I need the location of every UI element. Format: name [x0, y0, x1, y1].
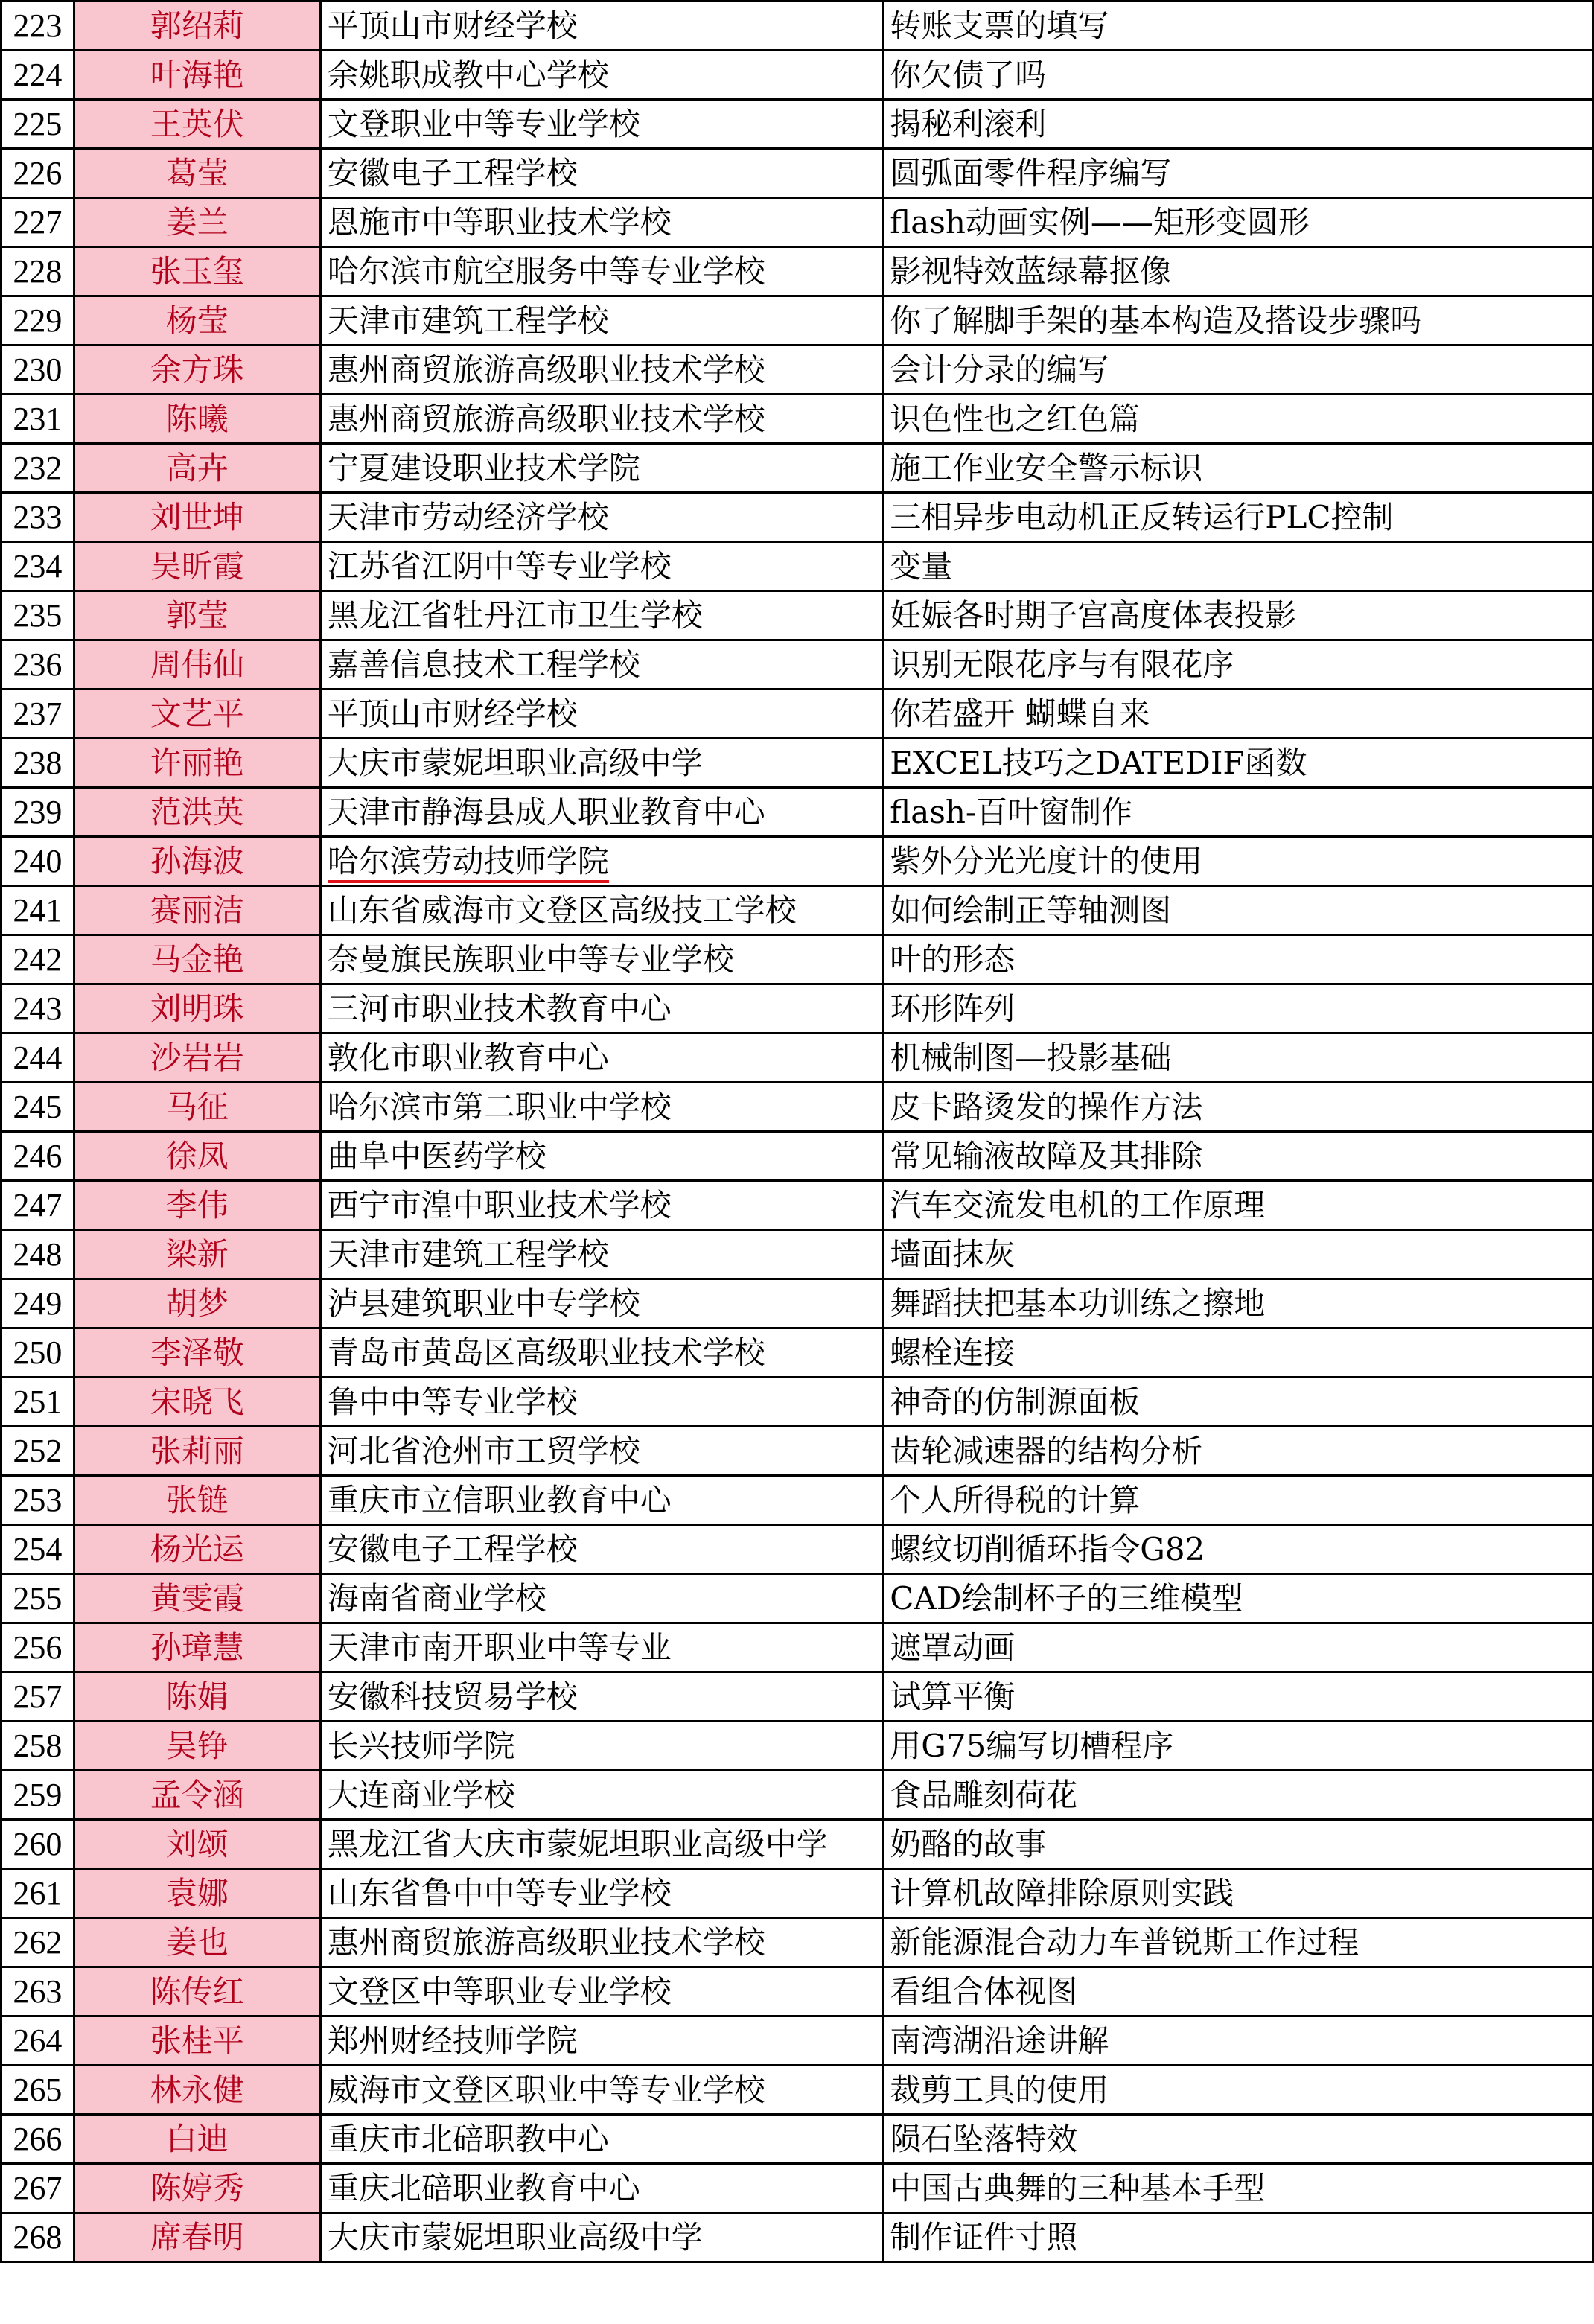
row-number-cell: 238: [1, 739, 74, 788]
table-row: [1, 1476, 1593, 1525]
teacher-name-cell: 周伟仙: [74, 640, 320, 690]
lesson-topic-cell: 圆弧面零件程序编写: [883, 149, 1593, 198]
row-number-cell: 228: [1, 247, 74, 296]
table-row: [1, 51, 1593, 100]
school-name-cell: 文登职业中等专业学校: [320, 100, 883, 149]
teacher-name-cell: 许丽艳: [74, 739, 320, 788]
row-number-cell: 266: [1, 2115, 74, 2164]
table-row: [1, 2164, 1593, 2213]
table-row: [1, 739, 1593, 788]
school-name-cell: 山东省威海市文登区高级技工学校: [320, 886, 883, 935]
row-number-cell: 262: [1, 1918, 74, 1967]
lesson-topic-cell: 用G75编写切槽程序: [883, 1722, 1593, 1771]
teacher-name-cell: 李伟: [74, 1181, 320, 1230]
table-row: [1, 1525, 1593, 1574]
row-number-cell: 260: [1, 1820, 74, 1869]
school-name-cell: 江苏省江阴中等专业学校: [320, 542, 883, 591]
table-row: [1, 1722, 1593, 1771]
school-name-cell: 惠州商贸旅游高级职业技术学校: [320, 346, 883, 395]
row-number-cell: 263: [1, 1967, 74, 2016]
lesson-topic-cell: 环形阵列: [883, 984, 1593, 1034]
row-number-cell: 257: [1, 1672, 74, 1722]
school-name-cell: 长兴技师学院: [320, 1722, 883, 1771]
lesson-topic-cell: 妊娠各时期子宫高度体表投影: [883, 591, 1593, 640]
lesson-topic-cell: 舞蹈扶把基本功训练之擦地: [883, 1279, 1593, 1328]
table-row: [1, 542, 1593, 591]
lesson-topic-cell: 识色性也之红色篇: [883, 395, 1593, 444]
school-name-cell: 泸县建筑职业中专学校: [320, 1279, 883, 1328]
table-row: [1, 2066, 1593, 2115]
row-number-cell: 251: [1, 1378, 74, 1427]
teacher-name-cell: 袁娜: [74, 1869, 320, 1918]
school-name-cell: 黑龙江省大庆市蒙妮坦职业高级中学: [320, 1820, 883, 1869]
lesson-topic-cell: 中国古典舞的三种基本手型: [883, 2164, 1593, 2213]
school-name-cell: 大庆市蒙妮坦职业高级中学: [320, 2213, 883, 2262]
teacher-name-cell: 吴昕霞: [74, 542, 320, 591]
row-number-cell: 231: [1, 395, 74, 444]
teacher-name-cell: 高卉: [74, 444, 320, 493]
teacher-name-cell: 陈传红: [74, 1967, 320, 2016]
table-row: [1, 296, 1593, 346]
lesson-topic-cell: 墙面抹灰: [883, 1230, 1593, 1279]
teacher-name-cell: 沙岩岩: [74, 1034, 320, 1083]
row-number-cell: 247: [1, 1181, 74, 1230]
lesson-topic-cell: CAD绘制杯子的三维模型: [883, 1574, 1593, 1623]
table-row: [1, 788, 1593, 837]
table-row: [1, 1, 1593, 51]
teacher-name-cell: 姜也: [74, 1918, 320, 1967]
school-name-cell: 惠州商贸旅游高级职业技术学校: [320, 1918, 883, 1967]
school-name-cell: 文登区中等职业专业学校: [320, 1967, 883, 2016]
row-number-cell: 264: [1, 2016, 74, 2066]
table-row: [1, 444, 1593, 493]
school-name-cell: 天津市南开职业中等专业: [320, 1623, 883, 1672]
teacher-name-cell: 刘世坤: [74, 493, 320, 542]
table-row: [1, 1328, 1593, 1378]
teacher-name-cell: 陈娟: [74, 1672, 320, 1722]
lesson-topic-cell: 施工作业安全警示标识: [883, 444, 1593, 493]
teacher-name-cell: 张玉玺: [74, 247, 320, 296]
row-number-cell: 243: [1, 984, 74, 1034]
row-number-cell: 227: [1, 198, 74, 247]
row-number-cell: 245: [1, 1083, 74, 1132]
teacher-name-cell: 孙璋慧: [74, 1623, 320, 1672]
teacher-name-cell: 孙海波: [74, 837, 320, 886]
teacher-name-cell: 吴铮: [74, 1722, 320, 1771]
lesson-topic-cell: 制作证件寸照: [883, 2213, 1593, 2262]
teacher-name-cell: 刘颂: [74, 1820, 320, 1869]
teacher-name-cell: 孟令涵: [74, 1771, 320, 1820]
row-number-cell: 223: [1, 1, 74, 51]
row-number-cell: 258: [1, 1722, 74, 1771]
roster-body: [1, 1, 1593, 2262]
table-row: [1, 100, 1593, 149]
teacher-name-cell: 李泽敬: [74, 1328, 320, 1378]
table-row: [1, 591, 1593, 640]
lesson-topic-cell: 识别无限花序与有限花序: [883, 640, 1593, 690]
school-name-cell: [320, 837, 883, 886]
lesson-topic-cell: 常见输液故障及其排除: [883, 1132, 1593, 1181]
school-name-cell: 余姚职成教中心学校: [320, 51, 883, 100]
row-number-cell: 233: [1, 493, 74, 542]
teacher-name-cell: 郭绍莉: [74, 1, 320, 51]
row-number-cell: 248: [1, 1230, 74, 1279]
table-row: [1, 1672, 1593, 1722]
teacher-name-cell: 陈婷秀: [74, 2164, 320, 2213]
lesson-topic-cell: 机械制图—投影基础: [883, 1034, 1593, 1083]
school-name-cell: 曲阜中医药学校: [320, 1132, 883, 1181]
table-row: [1, 1918, 1593, 1967]
row-number-cell: 226: [1, 149, 74, 198]
school-name-cell: 奈曼旗民族职业中等专业学校: [320, 935, 883, 984]
row-number-cell: 236: [1, 640, 74, 690]
table-row: [1, 2016, 1593, 2066]
teacher-name-cell: 范洪英: [74, 788, 320, 837]
table-row: [1, 1574, 1593, 1623]
row-number-cell: 244: [1, 1034, 74, 1083]
lesson-topic-cell: 个人所得税的计算: [883, 1476, 1593, 1525]
school-name-cell: 大庆市蒙妮坦职业高级中学: [320, 739, 883, 788]
row-number-cell: 235: [1, 591, 74, 640]
school-name-cell: 敦化市职业教育中心: [320, 1034, 883, 1083]
table-row: [1, 1771, 1593, 1820]
teacher-name-cell: 葛莹: [74, 149, 320, 198]
row-number-cell: 242: [1, 935, 74, 984]
table-row: [1, 1132, 1593, 1181]
lesson-topic-cell: 神奇的仿制源面板: [883, 1378, 1593, 1427]
school-name-cell: 重庆市北碚职教中心: [320, 2115, 883, 2164]
school-name-cell: 嘉善信息技术工程学校: [320, 640, 883, 690]
teacher-name-cell: 马征: [74, 1083, 320, 1132]
teacher-name-cell: 林永健: [74, 2066, 320, 2115]
teacher-name-cell: 叶海艳: [74, 51, 320, 100]
lesson-topic-cell: 会计分录的编写: [883, 346, 1593, 395]
row-number-cell: 255: [1, 1574, 74, 1623]
row-number-cell: 241: [1, 886, 74, 935]
red-underline-mark: [328, 880, 609, 883]
lesson-topic-cell: 计算机故障排除原则实践: [883, 1869, 1593, 1918]
lesson-topic-cell: 看组合体视图: [883, 1967, 1593, 2016]
lesson-topic-cell: 你了解脚手架的基本构造及搭设步骤吗: [883, 296, 1593, 346]
highlighted-school-text: 哈尔滨劳动技师学院: [327, 843, 609, 879]
lesson-topic-cell: 螺栓连接: [883, 1328, 1593, 1378]
lesson-topic-cell: 转账支票的填写: [883, 1, 1593, 51]
row-number-cell: 224: [1, 51, 74, 100]
teacher-name-cell: 杨莹: [74, 296, 320, 346]
table-row: [1, 984, 1593, 1034]
teacher-name-cell: 赛丽洁: [74, 886, 320, 935]
table-row: [1, 1181, 1593, 1230]
row-number-cell: 234: [1, 542, 74, 591]
teacher-name-cell: 文艺平: [74, 690, 320, 739]
table-row: [1, 837, 1593, 886]
school-name-cell: 海南省商业学校: [320, 1574, 883, 1623]
teacher-name-cell: 胡梦: [74, 1279, 320, 1328]
lesson-topic-cell: 变量: [883, 542, 1593, 591]
lesson-topic-cell: 叶的形态: [883, 935, 1593, 984]
teacher-name-cell: 黄雯霞: [74, 1574, 320, 1623]
school-name-cell: 平顶山市财经学校: [320, 1, 883, 51]
table-row: [1, 1623, 1593, 1672]
school-name-cell: 西宁市湟中职业技术学校: [320, 1181, 883, 1230]
row-number-cell: 230: [1, 346, 74, 395]
school-name-cell: 黑龙江省牡丹江市卫生学校: [320, 591, 883, 640]
table-row: [1, 1083, 1593, 1132]
teacher-name-cell: 宋晓飞: [74, 1378, 320, 1427]
row-number-cell: 232: [1, 444, 74, 493]
school-name-cell: 三河市职业技术教育中心: [320, 984, 883, 1034]
row-number-cell: 252: [1, 1427, 74, 1476]
school-name-cell: 安徽电子工程学校: [320, 149, 883, 198]
row-number-cell: 254: [1, 1525, 74, 1574]
row-number-cell: 267: [1, 2164, 74, 2213]
lesson-topic-cell: 影视特效蓝绿幕抠像: [883, 247, 1593, 296]
lesson-topic-cell: 揭秘利滚利: [883, 100, 1593, 149]
school-name-cell: 重庆北碚职业教育中心: [320, 2164, 883, 2213]
row-number-cell: 268: [1, 2213, 74, 2262]
school-name-cell: 哈尔滨市第二职业中学校: [320, 1083, 883, 1132]
row-number-cell: 259: [1, 1771, 74, 1820]
teacher-name-cell: 张桂平: [74, 2016, 320, 2066]
lesson-topic-cell: 螺纹切削循环指令G82: [883, 1525, 1593, 1574]
school-name-cell: 安徽科技贸易学校: [320, 1672, 883, 1722]
school-name-cell: 恩施市中等职业技术学校: [320, 198, 883, 247]
lesson-topic-cell: flash动画实例——矩形变圆形: [883, 198, 1593, 247]
row-number-cell: 225: [1, 100, 74, 149]
table-row: [1, 1427, 1593, 1476]
lesson-topic-cell: 奶酪的故事: [883, 1820, 1593, 1869]
school-name-cell: 鲁中中等专业学校: [320, 1378, 883, 1427]
table-row: [1, 493, 1593, 542]
lesson-topic-cell: 你欠债了吗: [883, 51, 1593, 100]
row-number-cell: 237: [1, 690, 74, 739]
lesson-topic-cell: flash-百叶窗制作: [883, 788, 1593, 837]
row-number-cell: 250: [1, 1328, 74, 1378]
lesson-topic-cell: 皮卡路烫发的操作方法: [883, 1083, 1593, 1132]
lesson-topic-cell: 南湾湖沿途讲解: [883, 2016, 1593, 2066]
table-row: [1, 640, 1593, 690]
row-number-cell: 249: [1, 1279, 74, 1328]
lesson-topic-cell: 遮罩动画: [883, 1623, 1593, 1672]
teacher-name-cell: 徐凤: [74, 1132, 320, 1181]
row-number-cell: 261: [1, 1869, 74, 1918]
teacher-name-cell: 张莉丽: [74, 1427, 320, 1476]
school-name-cell: 天津市建筑工程学校: [320, 296, 883, 346]
school-name-cell: 威海市文登区职业中等专业学校: [320, 2066, 883, 2115]
table-row: [1, 346, 1593, 395]
school-name-cell: 青岛市黄岛区高级职业技术学校: [320, 1328, 883, 1378]
teacher-name-cell: 刘明珠: [74, 984, 320, 1034]
school-name-cell: 宁夏建设职业技术学院: [320, 444, 883, 493]
teacher-name-cell: 郭莹: [74, 591, 320, 640]
school-name-cell: 惠州商贸旅游高级职业技术学校: [320, 395, 883, 444]
teacher-name-cell: 姜兰: [74, 198, 320, 247]
table-row: [1, 2115, 1593, 2164]
lesson-topic-cell: 陨石坠落特效: [883, 2115, 1593, 2164]
school-name-cell: 重庆市立信职业教育中心: [320, 1476, 883, 1525]
teacher-name-cell: 梁新: [74, 1230, 320, 1279]
lesson-topic-cell: 食品雕刻荷花: [883, 1771, 1593, 1820]
teacher-name-cell: 杨光运: [74, 1525, 320, 1574]
lesson-topic-cell: 三相异步电动机正反转运行PLC控制: [883, 493, 1593, 542]
teacher-name-cell: 张链: [74, 1476, 320, 1525]
lesson-topic-cell: 齿轮减速器的结构分析: [883, 1427, 1593, 1476]
school-name-cell: 大连商业学校: [320, 1771, 883, 1820]
lesson-topic-cell: 裁剪工具的使用: [883, 2066, 1593, 2115]
table-row: [1, 1869, 1593, 1918]
school-name-cell: 天津市静海县成人职业教育中心: [320, 788, 883, 837]
lesson-topic-cell: 紫外分光光度计的使用: [883, 837, 1593, 886]
table-row: [1, 1967, 1593, 2016]
school-name-cell: 河北省沧州市工贸学校: [320, 1427, 883, 1476]
teacher-name-cell: 陈曦: [74, 395, 320, 444]
school-name-cell: 平顶山市财经学校: [320, 690, 883, 739]
table-row: [1, 1230, 1593, 1279]
table-row: [1, 886, 1593, 935]
lesson-topic-cell: 汽车交流发电机的工作原理: [883, 1181, 1593, 1230]
lesson-topic-cell: EXCEL技巧之DATEDIF函数: [883, 739, 1593, 788]
lesson-topic-cell: 试算平衡: [883, 1672, 1593, 1722]
table-row: [1, 1034, 1593, 1083]
lesson-topic-cell: 你若盛开 蝴蝶自来: [883, 690, 1593, 739]
school-name-cell: 天津市建筑工程学校: [320, 1230, 883, 1279]
row-number-cell: 256: [1, 1623, 74, 1672]
table-row: [1, 1820, 1593, 1869]
table-row: [1, 2213, 1593, 2262]
teacher-name-cell: 白迪: [74, 2115, 320, 2164]
underline-wrapper: [328, 838, 609, 885]
school-name-cell: 郑州财经技师学院: [320, 2016, 883, 2066]
teacher-name-cell: 马金艳: [74, 935, 320, 984]
teacher-name-cell: 王英伏: [74, 100, 320, 149]
teacher-name-cell: 席春明: [74, 2213, 320, 2262]
table-row: [1, 1279, 1593, 1328]
school-name-cell: 哈尔滨市航空服务中等专业学校: [320, 247, 883, 296]
school-name-cell: 天津市劳动经济学校: [320, 493, 883, 542]
row-number-cell: 253: [1, 1476, 74, 1525]
teacher-name-cell: 余方珠: [74, 346, 320, 395]
school-name-cell: 山东省鲁中中等专业学校: [320, 1869, 883, 1918]
table-row: [1, 935, 1593, 984]
row-number-cell: 229: [1, 296, 74, 346]
table-row: [1, 247, 1593, 296]
row-number-cell: 265: [1, 2066, 74, 2115]
table-row: [1, 198, 1593, 247]
row-number-cell: 240: [1, 837, 74, 886]
table-row: [1, 395, 1593, 444]
lesson-topic-cell: 如何绘制正等轴测图: [883, 886, 1593, 935]
table-row: [1, 690, 1593, 739]
table-row: [1, 1378, 1593, 1427]
row-number-cell: 239: [1, 788, 74, 837]
row-number-cell: 246: [1, 1132, 74, 1181]
lesson-topic-cell: 新能源混合动力车普锐斯工作过程: [883, 1918, 1593, 1967]
table-row: [1, 149, 1593, 198]
school-name-cell: 安徽电子工程学校: [320, 1525, 883, 1574]
